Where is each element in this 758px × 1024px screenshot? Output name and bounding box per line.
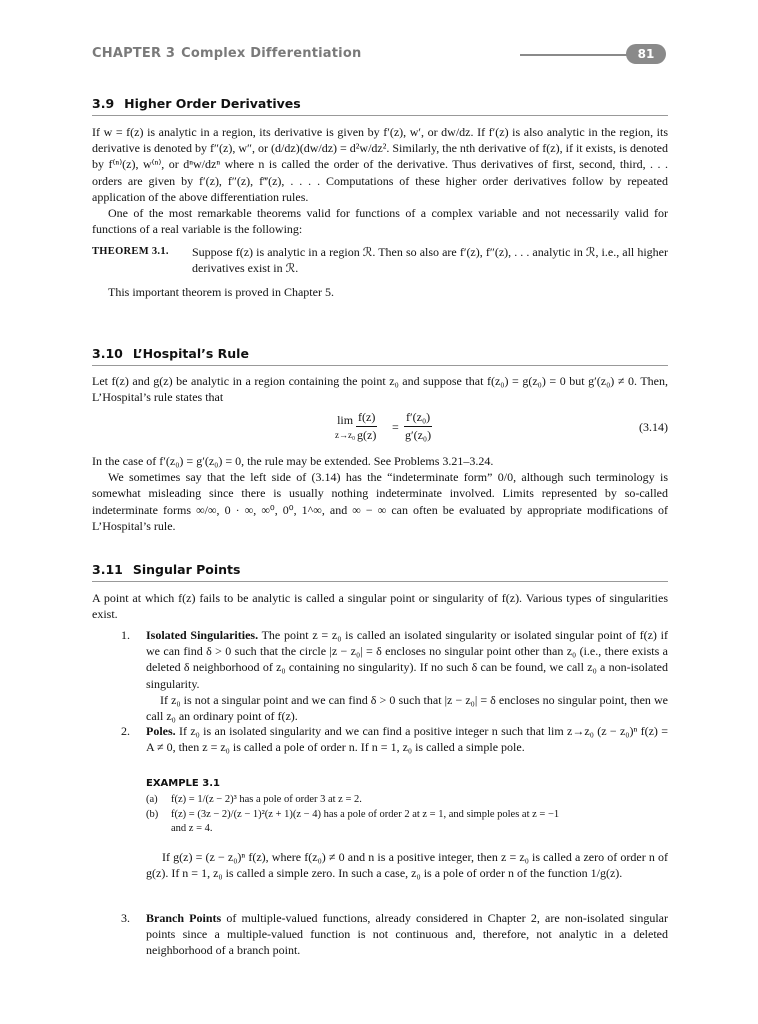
section-heading-3-10 [92,346,249,361]
section-title: Higher Order Derivatives [124,96,301,111]
section-3-10-body [92,453,668,534]
equals-sign: = [392,420,399,434]
section-number: 3.10 [92,346,123,361]
theorem-label: THEOREM 3.1. [92,246,169,257]
chapter-label: CHAPTER 3 [92,46,176,61]
chapter-heading [92,46,361,61]
equation-number: (3.14) [639,420,668,434]
paragraph: This important theorem is proved in Chapter 5. [108,285,334,299]
section-rule [92,365,668,366]
lim-text: lim [337,413,354,427]
paragraph: A point at which f(z) fails to be analytic is called a singular point or singularity of f(z). Various types of singularities exist. [92,591,668,622]
paragraph: Let f(z) and g(z) be analytic in a region containing the point z₀ and suppose that f(z₀) = g(z₀) = 0 but g′(z₀) ≠ 0. Then, L’Hospital’s rule states that [92,374,668,405]
section-rule [92,115,668,116]
rhs-fraction [404,410,432,443]
paragraph: If w = f(z) is analytic in a region, its derivative is given by f′(z), w′, or dw/dz. If f′(z) is also analytic in the region, its derivative is denoted by f″(z), w″, or (d/dz)(dw/dz) = d²w/dz². Similarly, the nth derivative of f(z), if it exists, is denoted by f⁽ⁿ⁾(z), w⁽ⁿ⁾, or dⁿw/dzⁿ where n is called the order of the derivative. Thus derivatives of first, second, third, . . . orders are given by f′(z), f″(z), f‴(z), . . . . Computations of these higher order derivatives follow by repeated application of the above differentiation rules. [92,125,668,204]
limit-operator [335,413,355,440]
lhs-numerator: f(z) [356,410,377,427]
paragraph: In the case of f′(z₀) = g′(z₀) = 0, the rule may be extended. See Problems 3.21–3.24. [92,454,494,468]
section-title: L’Hospital’s Rule [132,346,249,361]
running-header [92,44,668,66]
item-heading: Branch Points [146,911,222,925]
item-number: 2. [121,724,130,738]
item-body [146,910,668,959]
list-item-branch-points [121,910,668,960]
chapter-title: Complex Differentiation [181,46,362,61]
example-item-text: f(z) = 1/(z − 2)³ has a pole of order 3 at z = 2. [171,794,362,805]
section-title: Singular Points [132,562,241,577]
lhs-fraction [356,410,377,443]
rhs-denominator: g′(z₀) [404,428,432,442]
paragraph-zero-of-order: If g(z) = (z − z₀)ⁿ f(z), where f(z₀) ≠ 0 and n is a positive integer, then z = z₀ is called a zero of order n of g(z). If n = 1, z₀ is called a simple zero. In such a case, z₀ is a pole of order n of the function 1/g(z). [146,850,668,881]
item-text: The point z = z₀ is called an isolated singularity or isolated singular point of f(z) if we can find δ > 0 such that the circle |z − z₀| = δ encloses no singular point other than z₀ (i.e., there exists a deleted δ neighborhood of z₀ containing no singularity). If no such δ can be found, we call z₀ a non-isolated singularity. [146,628,668,691]
equation-3-14 [92,410,668,450]
example-label: EXAMPLE 3.1 [146,778,220,789]
item-body [146,723,668,755]
item-text: of multiple-valued functions, already considered in Chapter 2, are non-isolated singular points since a multiple-valued function is not continuous and, therefore, not analytic in a deleted neighborhood of a branch point. [146,911,669,958]
paragraph: One of the most remarkable theorems valid for functions of a complex variable and not necessarily valid for functions of a real variable is the following: [92,206,668,237]
section-number: 3.9 [92,96,115,111]
section-heading-3-11 [92,562,240,577]
header-rule [520,54,640,56]
section-number: 3.11 [92,562,123,577]
page-number-badge: 81 [626,44,666,64]
example-item-a [146,793,666,807]
section-3-9-body [92,124,668,237]
example-item-b [146,808,666,836]
theorem-3-1 [92,244,668,278]
item-number: 1. [121,628,130,642]
item-text: If z₀ is an isolated singularity and we can find a positive integer n such that lim z→z₀ (z − z₀)ⁿ f(z) = A ≠ 0, then z = z₀ is called a pole of order n. If n = 1, z₀ is called a simple pole. [146,724,669,755]
item-heading: Isolated Singularities. [146,628,259,642]
lim-subscript: z→z₀ [335,430,356,440]
list-item-poles [121,723,668,773]
section-heading-3-9 [92,96,301,111]
rhs-numerator: f′(z₀) [404,410,432,427]
theorem-text: Suppose f(z) is analytic in a region ℛ. Then so also are f′(z), f″(z), . . . analytic in ℛ, i.e., all higher derivatives exist in ℛ. [192,245,668,276]
example-item-text-2: and z = 4. [171,823,213,834]
item-body [146,627,668,724]
example-item-label: (a) [146,794,158,805]
section-rule [92,581,668,582]
paragraph: We sometimes say that the left side of (3.14) has the “indeterminate form” 0/0, although such terminology is somewhat misleading since there is usually nothing indeterminate involved. Limits represented by so-called indeterminate forms ∞/∞, 0 · ∞, ∞⁰, 0⁰, 1^∞, and ∞ − ∞ can often be evaluated by appropriate modifications of L’Hospital’s rule. [92,470,668,533]
example-item-label: (b) [146,809,159,820]
lhs-denominator: g(z) [357,428,377,442]
item-number: 3. [121,911,130,925]
example-item-text: f(z) = (3z − 2)/(z − 1)²(z + 1)(z − 4) has a pole of order 2 at z = 1, and simple poles at z = −1 [171,809,560,820]
item-text-2: If z₀ is not a singular point and we can find δ > 0 such that |z − z₀| = δ encloses no singular point, then we call z₀ an ordinary point of f(z). [146,692,668,724]
item-heading: Poles. [146,724,176,738]
